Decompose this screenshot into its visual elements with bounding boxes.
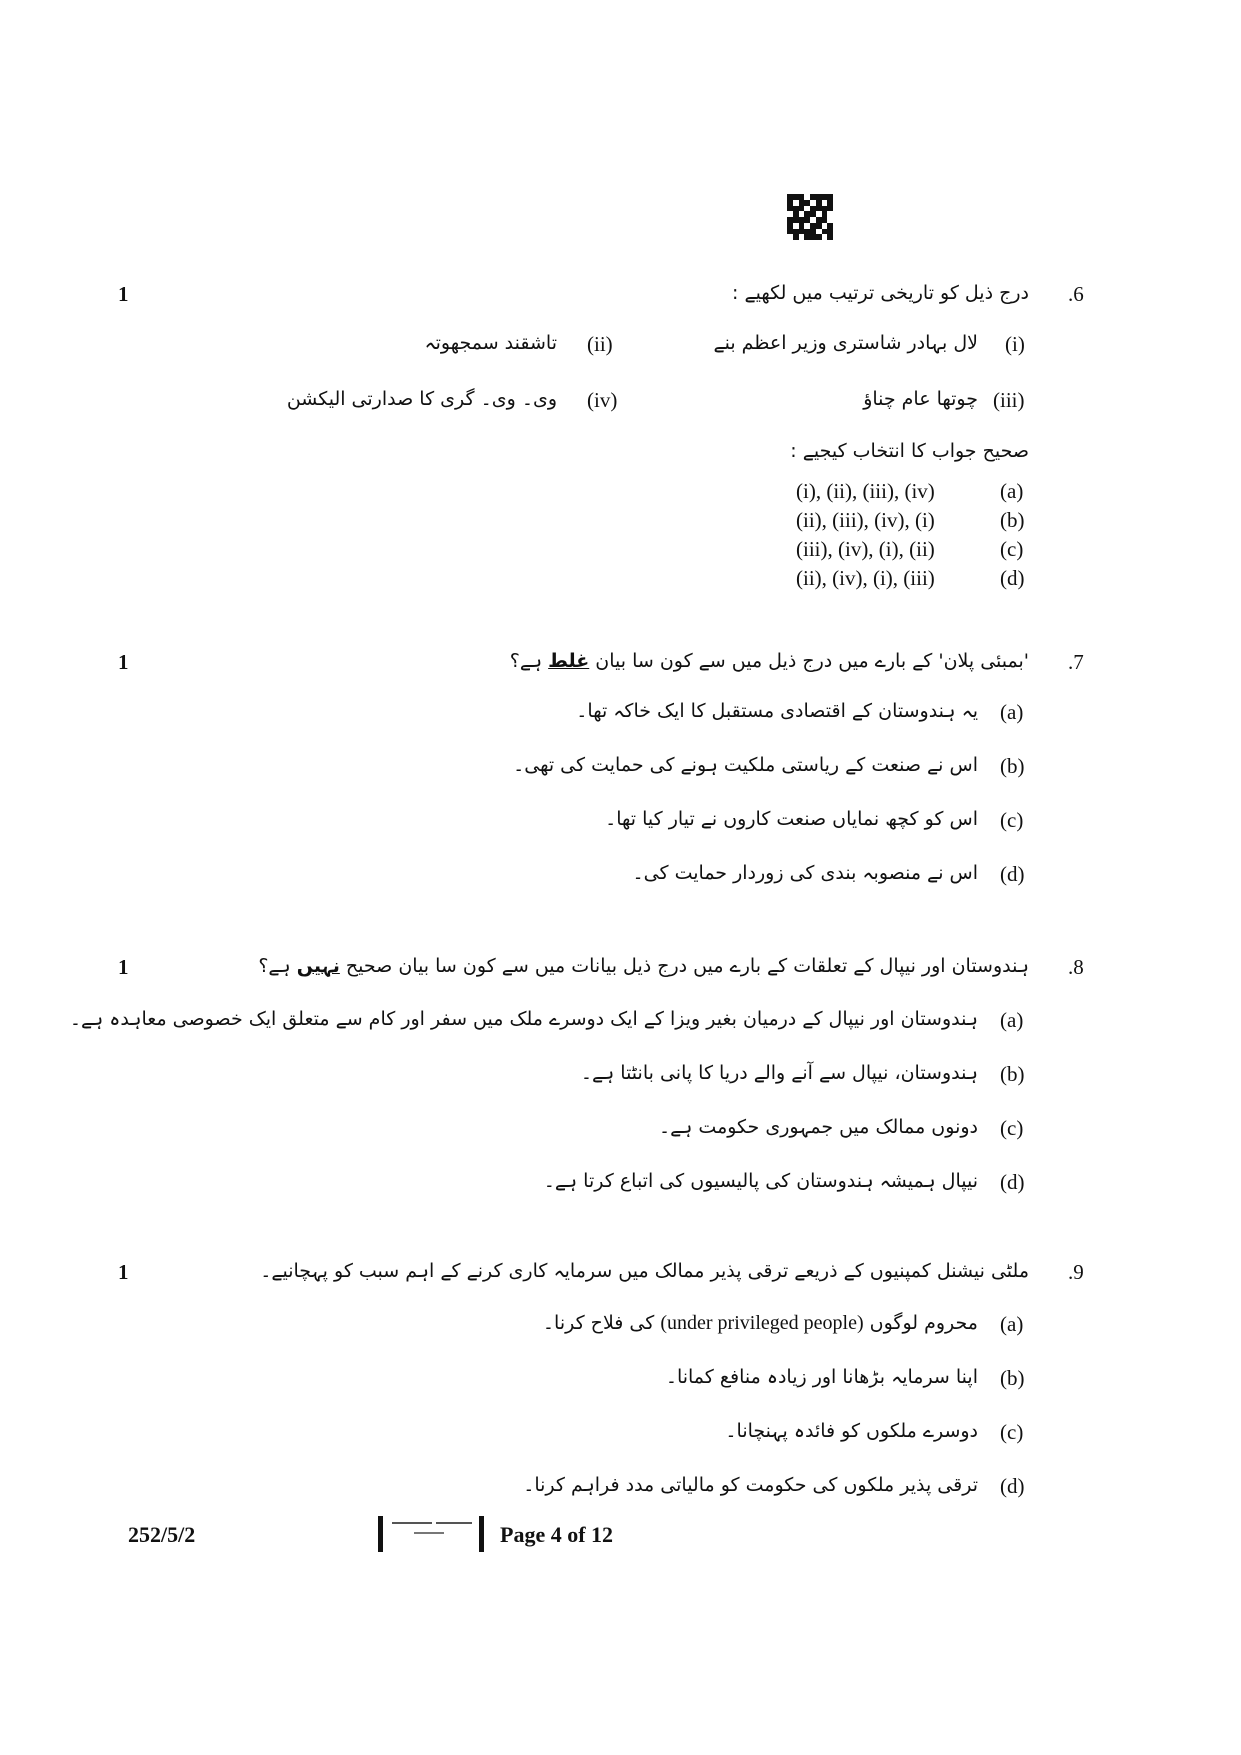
q6-option-d: (ii), (iv), (i), (iii) (796, 566, 935, 590)
q8-number: .8 (1068, 955, 1084, 979)
q8-prompt-key: نہیں (296, 955, 340, 977)
q6-item-iii: چوتھا عام چناؤ (863, 388, 978, 410)
q9-option-c: دوسرے ملکوں کو فائدہ پہنچانا۔ (725, 1420, 978, 1442)
q8-option-a: ہندوستان اور نیپال کے درمیان بغیر ویزا کے ایک دوسرے ملک میں سفر اور کام سے متعلق ایک خصوصی معاہدہ ہے۔ (69, 1008, 978, 1030)
q6-item-i: لال بہادر شاستری وزیر اعظم بنے (713, 332, 978, 354)
q7-option-d: اس نے منصوبہ بندی کی زوردار حمایت کی۔ (632, 862, 978, 884)
q9-option-label-b: (b) (1000, 1366, 1025, 1390)
qr-code (787, 194, 833, 240)
paper-code: 252/5/2 (128, 1522, 196, 1547)
q9-marks: 1 (118, 1260, 129, 1284)
q7-prompt (510, 650, 1029, 672)
q9-option-b: اپنا سرمایہ بڑھانا اور زیادہ منافع کمانا۔ (665, 1366, 978, 1388)
q7-option-c: اس کو کچھ نمایاں صنعت کاروں نے تیار کیا تھا۔ (605, 808, 978, 830)
q7-prompt-key: غلط (548, 650, 590, 672)
q8-prompt-pre: ہندوستان اور نیپال کے تعلقات کے بارے میں درج ذیل بیانات میں سے کون سا بیان صحیح (339, 955, 1029, 977)
q6-option-label-d: (d) (1000, 566, 1025, 590)
q6-item-label-iii: (iii) (993, 388, 1025, 412)
q8-option-label-d: (d) (1000, 1170, 1025, 1194)
q9-option-label-a: (a) (1000, 1312, 1024, 1336)
q8-option-d: نیپال ہمیشہ ہندوستان کی پالیسیوں کی اتباع کرتا ہے۔ (543, 1170, 978, 1192)
q6-item-label-ii: (ii) (587, 332, 613, 356)
footer-barcode-mark (378, 1516, 484, 1552)
q9-option-a-english: (under privileged people) (660, 1312, 864, 1334)
q6-option-label-a: (a) (1000, 479, 1024, 503)
q9-option-label-c: (c) (1000, 1420, 1024, 1444)
q9-option-a-pre: محروم لوگوں (863, 1312, 978, 1334)
q9-option-a (543, 1312, 978, 1335)
q6-item-label-i: (i) (1005, 332, 1025, 356)
q6-prompt: درج ذیل کو تاریخی ترتیب میں لکھیے : (732, 282, 1029, 304)
q6-option-b: (ii), (iii), (iv), (i) (796, 508, 935, 532)
q6-option-label-c: (c) (1000, 537, 1024, 561)
q8-prompt (258, 955, 1029, 977)
q8-option-label-a: (a) (1000, 1008, 1024, 1032)
q6-item-ii: تاشقند سمجھوتہ (424, 332, 557, 354)
page-number: Page 4 of 12 (500, 1522, 614, 1547)
q7-option-label-b: (b) (1000, 754, 1025, 778)
q8-marks: 1 (118, 955, 129, 979)
q8-option-label-c: (c) (1000, 1116, 1024, 1140)
q8-prompt-post: ہے؟ (258, 955, 297, 977)
q8-option-label-b: (b) (1000, 1062, 1025, 1086)
q9-option-a-post: کی فلاح کرنا۔ (542, 1312, 661, 1334)
q7-prompt-pre: 'بمبئی پلان' کے بارے میں درج ذیل میں سے کون سا بیان (589, 650, 1029, 672)
q8-option-b: ہندوستان، نیپال سے آنے والے دریا کا پانی بانٹتا ہے۔ (580, 1062, 978, 1084)
q6-marks: 1 (118, 282, 129, 306)
q6-item-iv: وی۔ وی۔ گری کا صدارتی الیکشن (286, 388, 557, 410)
q7-option-b: اس نے صنعت کے ریاستی ملکیت ہونے کی حمایت کی تھی۔ (513, 754, 978, 776)
q6-item-label-iv: (iv) (587, 388, 618, 412)
q7-option-label-c: (c) (1000, 808, 1024, 832)
q6-choose: صحیح جواب کا انتخاب کیجیے : (790, 440, 1029, 462)
q9-prompt: ملٹی نیشنل کمپنیوں کے ذریعے ترقی پذیر ممالک میں سرمایہ کاری کرنے کے اہم سبب کو پہچانیے۔ (260, 1260, 1029, 1282)
q7-option-a: یہ ہندوستان کے اقتصادی مستقبل کا ایک خاکہ تھا۔ (576, 700, 978, 722)
q7-prompt-post: ہے؟ (509, 650, 549, 672)
q6-option-label-b: (b) (1000, 508, 1025, 532)
q7-marks: 1 (118, 650, 129, 674)
q7-number: .7 (1068, 650, 1084, 674)
q9-option-d: ترقی پذیر ملکوں کی حکومت کو مالیاتی مدد فراہم کرنا۔ (523, 1474, 978, 1496)
q6-option-a: (i), (ii), (iii), (iv) (796, 479, 935, 503)
q8-option-c: دونوں ممالک میں جمہوری حکومت ہے۔ (658, 1116, 978, 1138)
q6-option-c: (iii), (iv), (i), (ii) (796, 537, 935, 561)
q9-number: .9 (1068, 1260, 1084, 1284)
q9-option-label-d: (d) (1000, 1474, 1025, 1498)
q7-option-label-a: (a) (1000, 700, 1024, 724)
q7-option-label-d: (d) (1000, 862, 1025, 886)
q6-number: .6 (1068, 282, 1084, 306)
